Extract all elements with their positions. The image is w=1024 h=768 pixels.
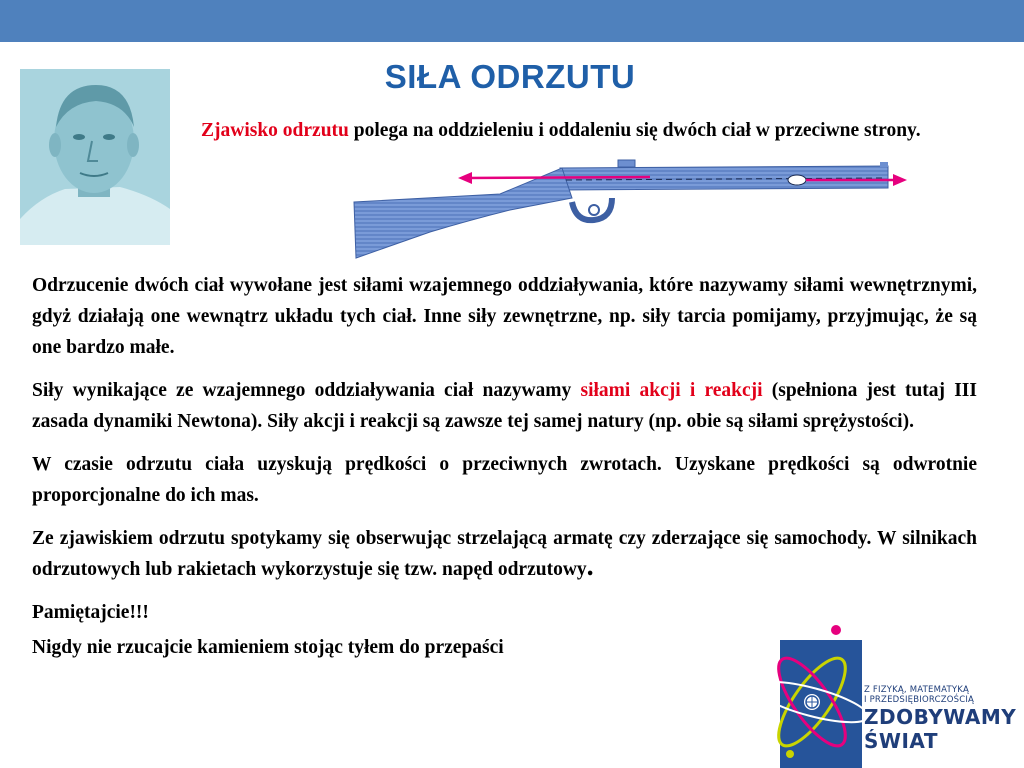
logo-line-4: ŚWIAT <box>864 729 938 753</box>
p4-end: . <box>586 551 594 582</box>
slide-title: SIŁA ODRZUTU <box>384 58 636 95</box>
paragraph-warning: Nigdy nie rzucajcie kamieniem stojąc tyłem do przepaści <box>32 637 504 658</box>
logo-line-2: I PRZEDSIĘBIORCZOŚCIĄ <box>864 695 975 705</box>
p2-text-start: Siły wynikające ze wzajemnego oddziaływania ciał nazywamy <box>32 380 581 401</box>
paragraph-internal-forces: Odrzucenie dwóch ciał wywołane jest siłami wzajemnego oddziaływania, które nazywamy siłami wewnętrznymi, gdyż działają one wewnątrz układu tych ciał. Inne siły zewnętrzne, np. siły tarcia pomijamy, przyjmując, że są one bardzo małe. <box>32 275 977 358</box>
p2-highlight: siłami akcji i reakcji <box>580 380 763 401</box>
intro-highlight: Zjawisko odrzutu <box>201 120 349 141</box>
rifle-stock <box>354 168 572 258</box>
logo-line-1: Z FIZYKĄ, MATEMATYKĄ <box>864 685 970 695</box>
paragraph-action-reaction <box>32 375 977 437</box>
intro-definition <box>201 116 971 145</box>
p2-text-end: (spełniona jest tutaj III zasada dynamiki Newtona). Siły akcji i reakcji są zawsze tej samej natury (np. obie są siłami sprężystości). <box>32 380 977 432</box>
portrait-illustration <box>20 69 170 245</box>
top-banner <box>0 0 1024 42</box>
bullet <box>788 175 806 185</box>
rifle-recoil-illustration <box>350 150 912 265</box>
intro-rest: polega na oddzieleniu i oddaleniu się dwóch ciał w przeciwne strony. <box>348 120 921 141</box>
recoil-arrow-left <box>465 177 650 178</box>
logo-text <box>864 685 1024 753</box>
body-text <box>32 270 977 667</box>
paragraph-examples <box>32 523 977 585</box>
portrait-photo <box>20 69 170 245</box>
paragraph-remember: Pamiętajcie!!! <box>32 602 149 623</box>
p4-text: Ze zjawiskiem odrzutu spotykamy się obserwując strzelającą armatę czy zderzające się samochody. W silnikach odrzutowych lub rakietach wykorzystuje się tzw. napęd odrzutowy <box>32 528 977 580</box>
paragraph-velocities: W czasie odrzutu ciała uzyskują prędkości o przeciwnych zwrotach. Uzyskane prędkości są odwrotnie proporcjonalne do ich mas. <box>32 454 977 506</box>
logo-line-3: ZDOBYWAMY <box>864 705 1017 729</box>
